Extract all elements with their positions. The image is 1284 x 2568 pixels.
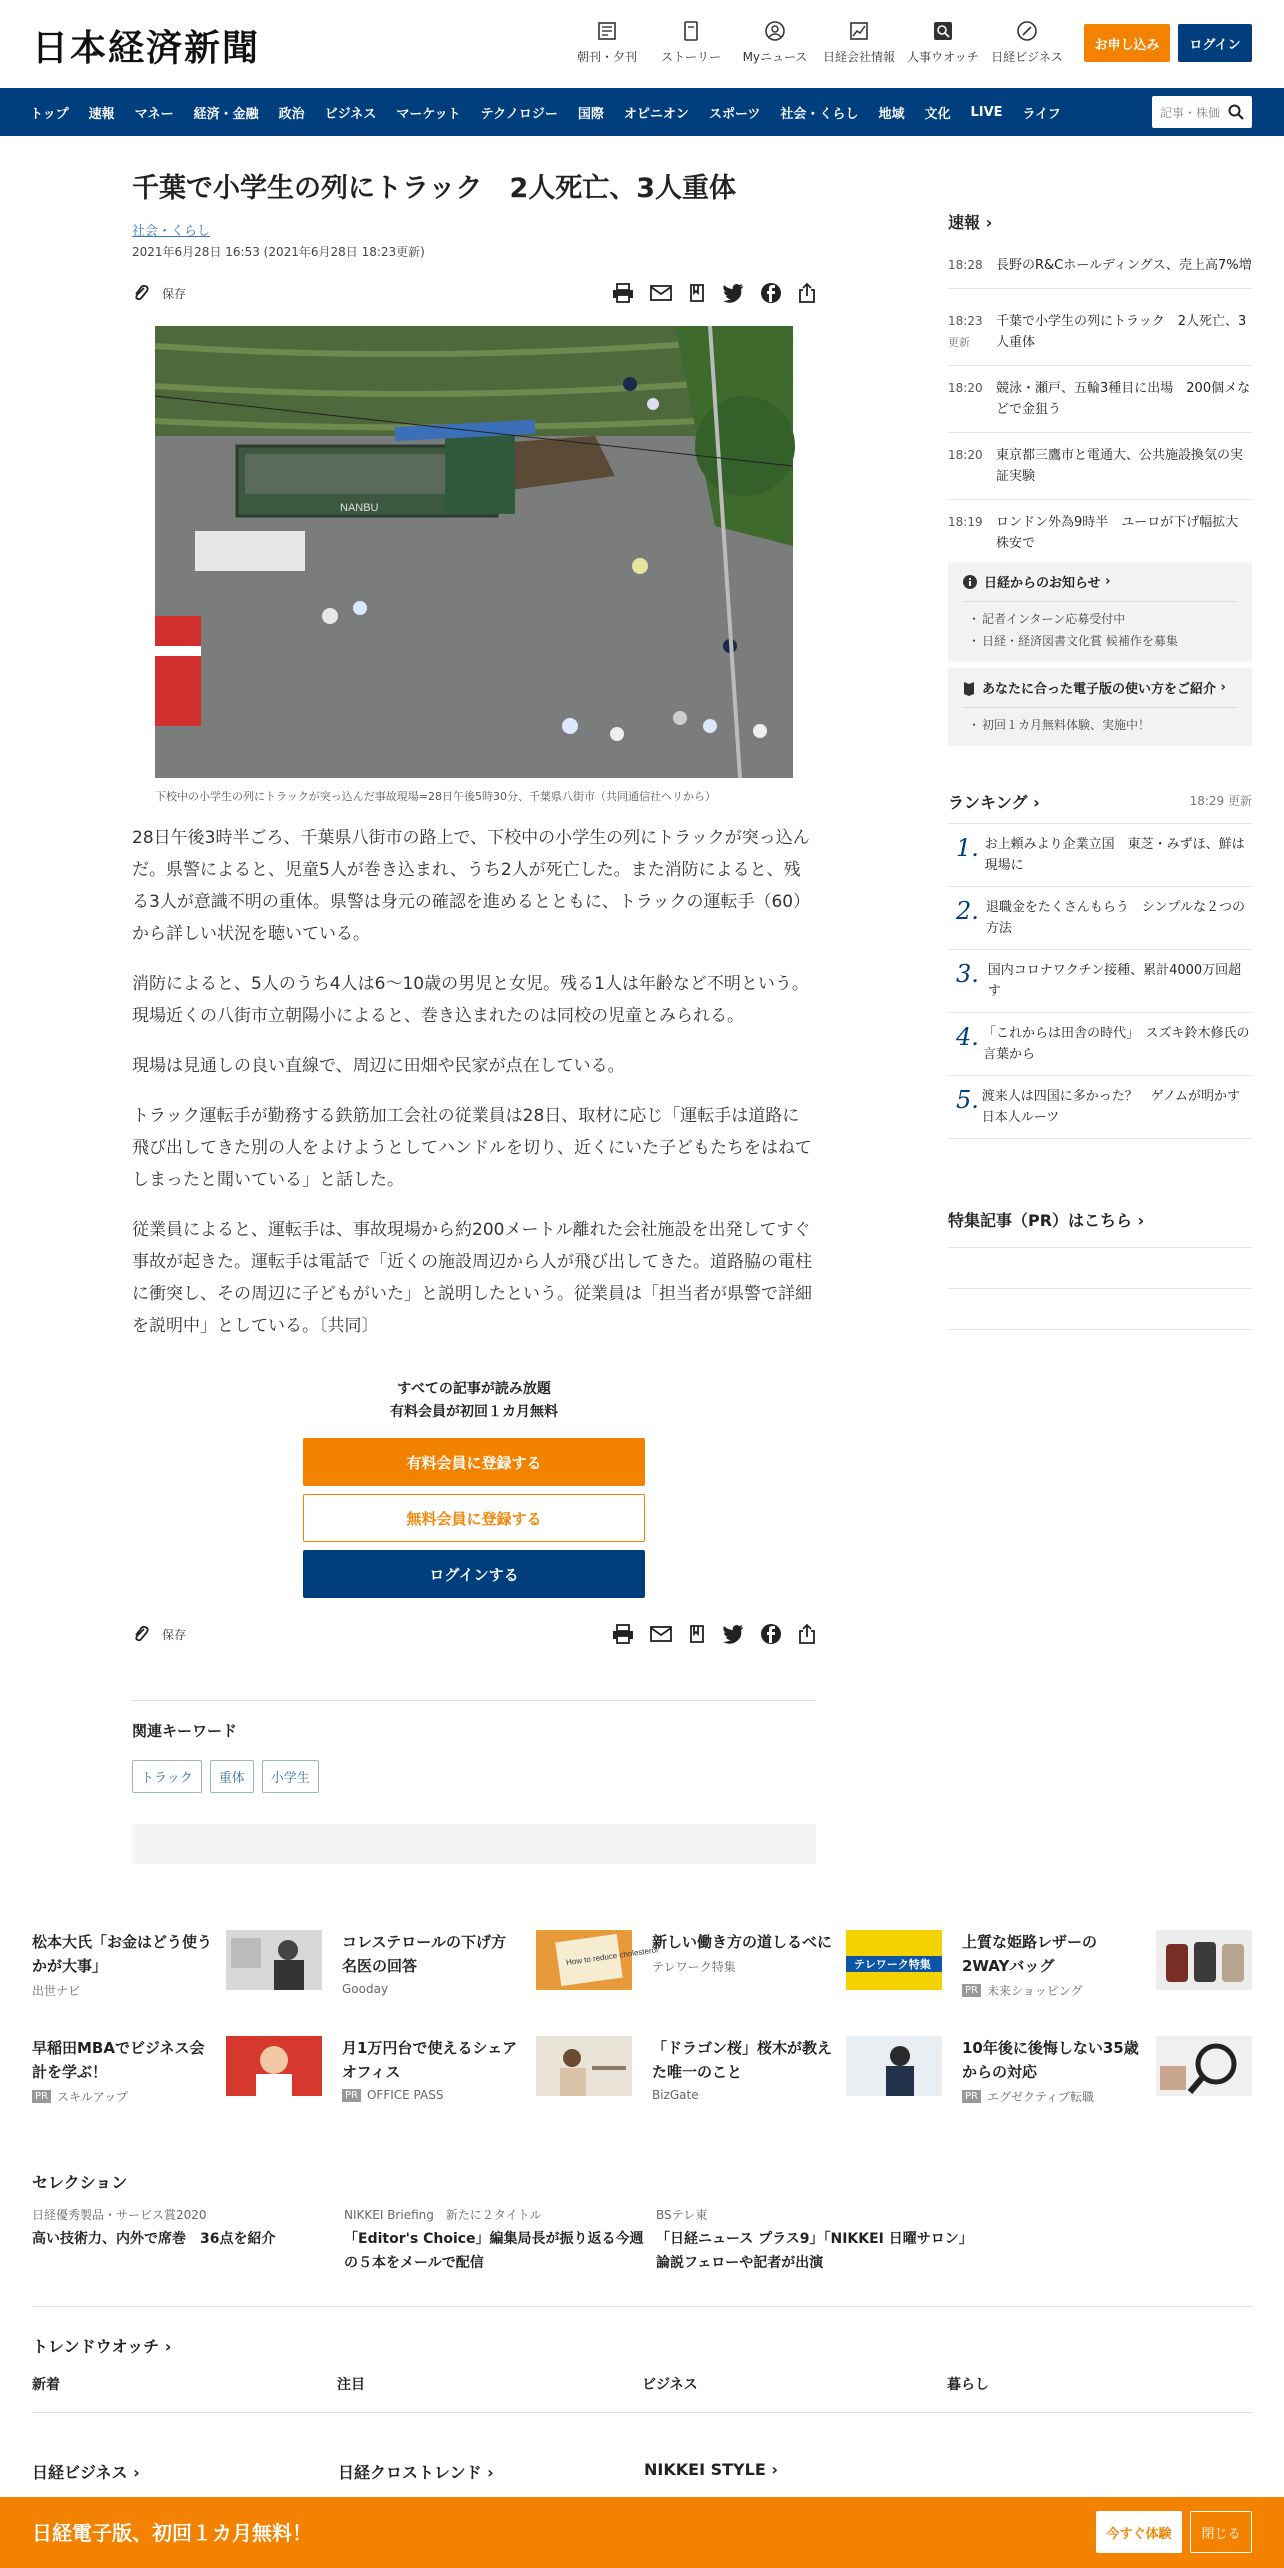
keyword-tag[interactable]: 小学生 xyxy=(262,1760,319,1793)
breaking-item[interactable]: 18:20 競泳・瀬戸、五輪3種目に出場 200個メなどで金狙う xyxy=(948,366,1252,433)
gnav-technology[interactable]: テクノロジー xyxy=(480,106,558,122)
article-paragraph: 28日午後3時半ごろ、千葉県八街市の路上で、下校中の小学生の列にトラックが突っ込んだ。県警によると、児童5人が巻き込まれ、うち2人が死亡した。また消防によると、残る3人が意識不明の重体。県警は身元の確認を進めるとともに、トラックの運転手（60）から詳しい状況を聴いている。 xyxy=(132,828,811,944)
gnav-culture[interactable]: 文化 xyxy=(924,106,951,122)
save-label: 保存 xyxy=(162,286,187,301)
gnav-live[interactable]: LIVE xyxy=(970,104,1003,120)
nikkei-logo[interactable]: 日本経済新聞 xyxy=(32,27,261,69)
nikkei-notice xyxy=(948,562,1252,662)
nav-newspaper[interactable] xyxy=(562,20,652,65)
article-paragraph: 従業員によると、運転手は、事故現場から約200メートル離れた会社施設を出発してすぐ事故が起きた。運転手は電話で「近くの施設周辺から人が飛び出してきた。道路脇の電柱に衝突し、その周辺に子どもがいた」と説明したという。従業員は「担当者が県警で詳細を説明中」としている。〔共同〕 xyxy=(132,1220,812,1336)
mail-icon[interactable] xyxy=(650,284,672,302)
promo-line2: 有料会員が初回１カ月無料 xyxy=(390,1404,558,1420)
nav-company-info[interactable] xyxy=(814,20,904,65)
global-nav xyxy=(0,88,1284,136)
paperclip-icon xyxy=(132,1624,150,1644)
gnav-opinion[interactable]: オピニオン xyxy=(623,106,689,122)
gnav-life[interactable]: ライフ xyxy=(1022,106,1061,122)
recommend-row-2 xyxy=(32,2036,1252,2108)
card-thumbnail xyxy=(846,2036,942,2096)
site-header xyxy=(0,0,1284,88)
ranking-item[interactable]: 3. 国内コロナワクチン接種、累計4000万回超す xyxy=(948,950,1252,1013)
gnav-economy[interactable]: 経済・金融 xyxy=(193,106,259,122)
recommend-card[interactable]: 上質な姫路レザーの2WAYバッグ PR 未来ショッピング xyxy=(962,1930,1252,2002)
trend-col[interactable]: 注目 xyxy=(337,2374,642,2413)
recommend-card[interactable]: 新しい働き方の道しるべに テレワーク特集 テレワーク特集 xyxy=(652,1930,942,2002)
facebook-icon[interactable] xyxy=(760,1623,782,1645)
recommend-card[interactable]: 「ドラゴン桜」桜木が教えた唯一のこと BizGate xyxy=(652,2036,942,2108)
feature-articles xyxy=(948,1208,1252,1330)
article-category[interactable]: 社会・くらし xyxy=(132,224,211,239)
gnav-region[interactable]: 地域 xyxy=(878,106,905,122)
recommend-card[interactable]: 10年後に後悔しない35歳からの対応 PR エグゼクティブ転職 xyxy=(962,2036,1252,2108)
selection-item[interactable]: BSテレ東 「日経ニュース プラス9」「NIKKEI 日曜サロン」論説フェローや記者が出演 xyxy=(656,2208,966,2271)
save-button[interactable] xyxy=(132,283,186,303)
pr-badge: PR xyxy=(962,2090,981,2103)
pr-badge: PR xyxy=(962,1984,981,1997)
divider xyxy=(32,2306,1252,2307)
ebook-guide xyxy=(948,668,1252,746)
gnav-international[interactable]: 国際 xyxy=(577,106,604,122)
breaking-item[interactable]: 18:20 東京都三鷹市と電通大、公共施設換気の実証実験 xyxy=(948,433,1252,500)
nav-nikkei-business[interactable] xyxy=(982,20,1072,65)
nav-newspaper-label: 朝刊・夕刊 xyxy=(576,50,637,64)
chart-icon xyxy=(848,20,870,42)
mag-link[interactable]: NIKKEI STYLE › xyxy=(644,2460,778,2479)
photo-caption: 下校中の小学生の列にトラックが突っ込んだ事故現場=28日午後5時30分、千葉県八街市（共同通信社ヘリから） xyxy=(155,790,716,803)
ebook-title[interactable]: あなたに合った電子版の使い方をご紹介 › xyxy=(962,678,1238,697)
info-icon xyxy=(962,574,978,590)
search-placeholder: 記事・株価 xyxy=(1160,105,1221,120)
magazine-links xyxy=(32,2460,950,2483)
ranking-item[interactable]: 1. お上頼みより企業立国 東芝・みずほ、鮮は現場に xyxy=(948,824,1252,887)
keyword-tag[interactable]: 重体 xyxy=(210,1760,254,1793)
article-body xyxy=(132,822,816,1360)
pr-badge: PR xyxy=(342,2089,361,2102)
breaking-item[interactable]: 18:19 ロンドン外為9時半 ユーロが下げ幅拡大 株安で xyxy=(948,500,1252,567)
bookmark-icon[interactable] xyxy=(688,1624,706,1644)
article-paragraph: 現場は見通しの良い直線で、周辺に田畑や民家が点在している。 xyxy=(132,1056,625,1076)
ebook-item[interactable]: ・ 初回１カ月無料体験、実施中！ xyxy=(962,714,1238,736)
nav-story-label: ストーリー xyxy=(660,50,721,64)
article-paragraph: 消防によると、5人のうち4人は6～10歳の男児と女児。残る1人は年齢など不明という。現場近くの八街市立朝陽小によると、巻き込まれたのは同校の児童とみられる。 xyxy=(132,974,809,1026)
ranking-title[interactable]: ランキング › xyxy=(948,793,1040,812)
print-icon[interactable] xyxy=(612,1624,634,1644)
paperclip-icon xyxy=(132,283,150,303)
search-input[interactable] xyxy=(1152,96,1252,128)
selection-item[interactable]: NIKKEI Briefing 新たに２タイトル 「Editor's Choice」編集局長が振り返る今週の５本をメールで配信 xyxy=(344,2208,644,2271)
breaking-title[interactable]: 速報 › xyxy=(948,213,993,232)
recommend-card[interactable]: コレステロールの下げ方 名医の回答 Gooday How to reduce cholesterol xyxy=(342,1930,632,2002)
card-thumbnail xyxy=(226,1930,322,1990)
keywords-title: 関連キーワード xyxy=(132,1722,238,1740)
ranking-item[interactable]: 4. 「これからは田舎の時代」 スズキ鈴木修氏の言葉から xyxy=(948,1013,1252,1076)
document-icon xyxy=(680,20,702,42)
login-button[interactable]: ログイン xyxy=(1178,24,1252,62)
recommend-row-1 xyxy=(32,1930,1252,2002)
trial-text: 日経電子版、初回１カ月無料！ xyxy=(32,2521,312,2545)
divider xyxy=(948,1288,1252,1289)
card-image-text: How to reduce cholesterol xyxy=(565,1945,659,1968)
recommend-card[interactable]: 松本大氏「お金はどう使うかが大事」 出世ナビ xyxy=(32,1930,322,2002)
subscribe-button[interactable]: お申し込み xyxy=(1084,24,1170,62)
facebook-icon[interactable] xyxy=(760,282,782,304)
membership-promo xyxy=(303,1378,645,1598)
selection-list xyxy=(32,2206,1252,2275)
nav-mynews[interactable] xyxy=(730,20,820,65)
keyword-tag[interactable]: トラック xyxy=(132,1760,202,1793)
trend-title[interactable]: トレンドウオッチ › xyxy=(32,2337,172,2356)
gnav-top[interactable]: トップ xyxy=(30,106,69,122)
user-icon xyxy=(764,20,786,42)
trend-col[interactable]: 暮らし xyxy=(947,2374,1252,2413)
card-image-text: テレワーク特集 xyxy=(854,1958,931,1971)
gnav-sports[interactable]: スポーツ xyxy=(708,106,761,122)
mag-link[interactable]: 日経クロストレンド › xyxy=(338,2463,494,2482)
trend-columns xyxy=(32,2374,1252,2413)
card-thumbnail xyxy=(846,1930,942,1990)
selection-item[interactable]: 日経優秀製品・サービス賞2020 高い技術力、内外で席巻 36点を紹介 xyxy=(32,2208,276,2247)
ad-placeholder xyxy=(132,1824,816,1864)
paid-register-button[interactable]: 有料会員に登録する xyxy=(303,1438,645,1486)
ranking-item[interactable]: 2. 退職金をたくさんもらう シンプルな２つの方法 xyxy=(948,887,1252,950)
divider xyxy=(948,1329,1252,1330)
selection-title: セレクション xyxy=(32,2173,128,2192)
save-button[interactable] xyxy=(132,1624,186,1644)
twitter-icon[interactable] xyxy=(722,284,744,302)
breaking-item[interactable]: 18:23 更新 千葉で小学生の列にトラック 2人死亡、3人重体 xyxy=(948,289,1252,366)
breaking-news xyxy=(948,210,1252,567)
promo-line1: すべての記事が読み放題 xyxy=(397,1381,551,1397)
article-date: 2021年6月28日 16:53 (2021年6月28日 18:23更新) xyxy=(132,245,425,259)
search-icon[interactable] xyxy=(1228,104,1244,120)
card-thumbnail xyxy=(536,2036,632,2096)
nav-company-info-label: 日経会社情報 xyxy=(822,50,895,64)
gnav-society[interactable]: 社会・くらし xyxy=(780,106,859,122)
card-thumbnail xyxy=(536,1930,659,1990)
nav-nikkei-business-label: 日経ビジネス xyxy=(991,50,1063,64)
share-icon[interactable] xyxy=(798,1623,816,1645)
notice-item[interactable]: ・ 日経・経済図書文化賞 候補作を募集 xyxy=(962,630,1238,652)
bookmark-icon[interactable] xyxy=(688,283,706,303)
recommend-card[interactable]: 早稲田MBAでビジネス会計を学ぶ！ PR スキルアップ xyxy=(32,2036,322,2108)
keyword-tags xyxy=(132,1760,327,1793)
divider xyxy=(132,1700,816,1701)
search-person-icon xyxy=(932,20,954,42)
nav-personnel[interactable] xyxy=(898,20,988,65)
gnav-politics[interactable]: 政治 xyxy=(278,106,305,122)
truck-label: NANBU xyxy=(340,502,379,514)
card-thumbnail xyxy=(1156,2036,1252,2096)
gnav-business[interactable]: ビジネス xyxy=(324,106,377,122)
recommend-card[interactable]: 月1万円台で使えるシェアオフィス PR OFFICE PASS xyxy=(342,2036,632,2108)
ranking xyxy=(948,790,1252,1139)
share-icon[interactable] xyxy=(798,282,816,304)
twitter-icon[interactable] xyxy=(722,1625,744,1643)
pr-badge: PR xyxy=(32,2090,51,2103)
ranking-item[interactable]: 5. 渡来人は四国に多かった？ ゲノムが明かす日本人ルーツ xyxy=(948,1076,1252,1139)
card-thumbnail xyxy=(226,2036,322,2096)
compass-icon xyxy=(1016,20,1038,42)
trend-col[interactable]: ビジネス xyxy=(642,2374,947,2413)
mail-icon[interactable] xyxy=(650,1625,672,1643)
notice-item[interactable]: ・ 記者インターン応募受付中 xyxy=(962,608,1238,630)
breaking-item[interactable]: 18:28 長野のR&Cホールディングス、売上高7%増 xyxy=(948,243,1252,289)
mag-link[interactable]: 日経ビジネス › xyxy=(32,2463,140,2482)
close-banner-button[interactable]: 閉じる xyxy=(1190,2511,1252,2553)
gnav-money[interactable]: マネー xyxy=(134,106,174,122)
trend-col[interactable]: 新着 xyxy=(32,2374,337,2413)
print-icon[interactable] xyxy=(612,283,634,303)
book-icon xyxy=(962,680,976,696)
notice-title[interactable]: 日経からのお知らせ › xyxy=(962,572,1238,591)
gnav-breaking[interactable]: 速報 xyxy=(88,106,115,122)
save-label: 保存 xyxy=(162,1627,187,1642)
free-register-button[interactable]: 無料会員に登録する xyxy=(303,1494,645,1542)
card-thumbnail xyxy=(1156,1930,1252,1990)
ranking-updated: 18:29 更新 xyxy=(1189,794,1252,808)
article-title: 千葉で小学生の列にトラック 2人死亡、3人重体 xyxy=(132,173,737,204)
nav-personnel-label: 人事ウオッチ xyxy=(907,50,979,64)
nav-story[interactable] xyxy=(646,20,736,65)
nav-mynews-label: Myニュース xyxy=(742,50,808,64)
promo-login-button[interactable]: ログインする xyxy=(303,1550,645,1598)
try-now-button[interactable]: 今すぐ体験 xyxy=(1096,2511,1182,2553)
share-toolbar-bottom xyxy=(132,1617,816,1651)
share-toolbar-top xyxy=(132,276,816,310)
article-photo xyxy=(155,326,793,778)
feature-title[interactable]: 特集記事（PR）はこちら › xyxy=(948,1208,1252,1248)
gnav-market[interactable]: マーケット xyxy=(396,106,461,122)
trial-banner xyxy=(0,2497,1284,2568)
newspaper-icon xyxy=(596,20,618,42)
article-paragraph: トラック運転手が勤務する鉄筋加工会社の従業員は28日、取材に応じ「運転手は道路に飛び出してきた別の人をよけようとしてハンドルを切り、近くにいた子どもたちをはねてしまったと聞いている」と話した。 xyxy=(132,1106,812,1190)
